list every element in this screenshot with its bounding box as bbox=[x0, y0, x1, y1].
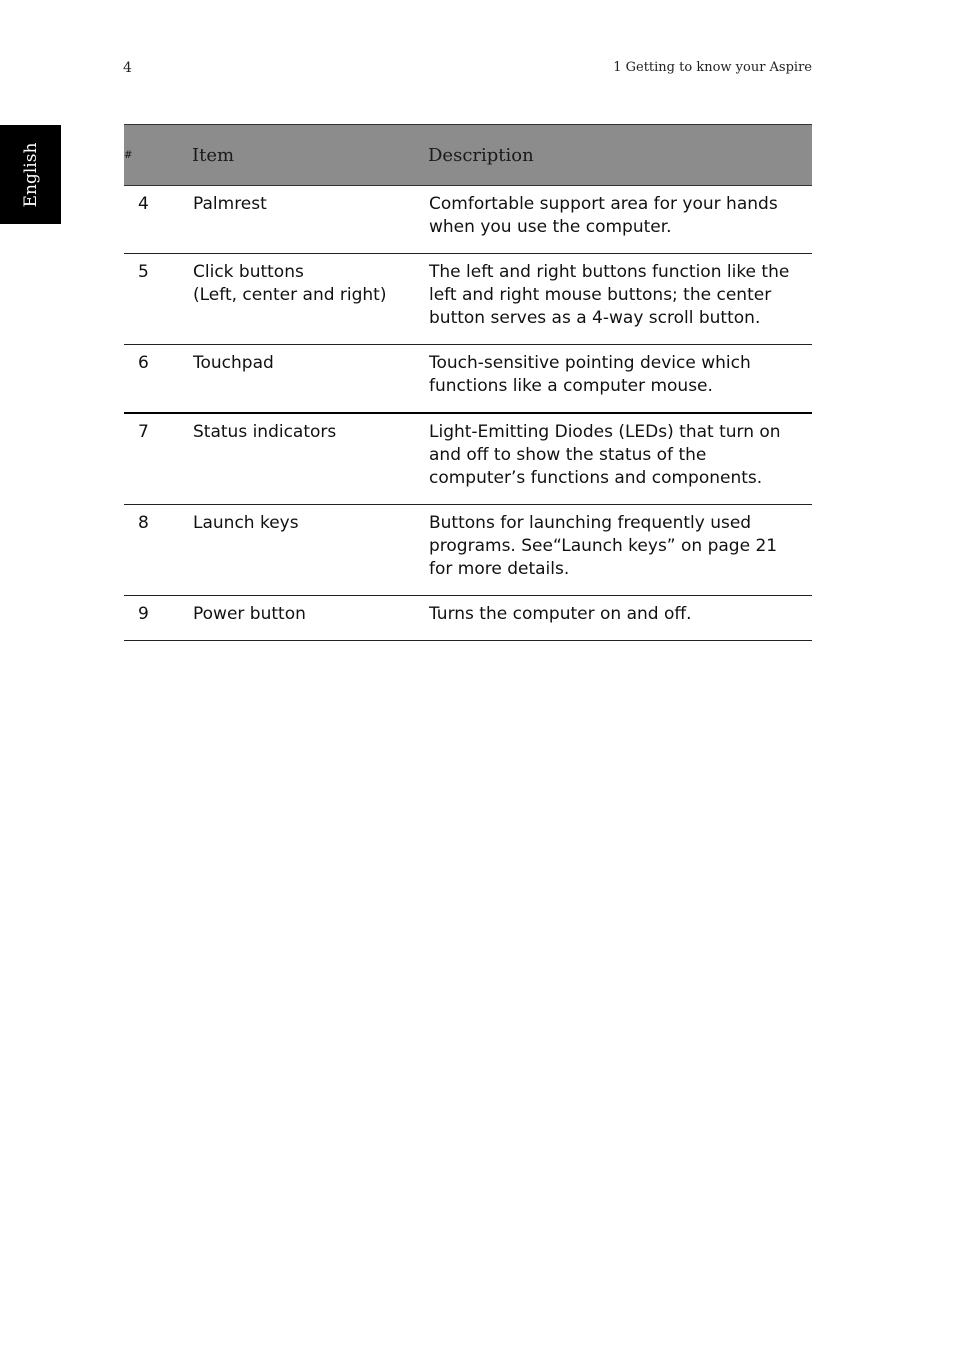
row-description bbox=[428, 596, 812, 641]
table-row bbox=[124, 505, 812, 596]
item-line: Power button bbox=[193, 604, 306, 624]
table-row bbox=[124, 186, 812, 254]
description-line: The left and right buttons function like the bbox=[429, 262, 790, 282]
row-number: 8 bbox=[124, 505, 192, 596]
row-number: 5 bbox=[124, 254, 192, 345]
description-line: Comfortable support area for your hands bbox=[429, 194, 778, 214]
description-line: for more details. bbox=[429, 559, 570, 579]
row-description bbox=[428, 345, 812, 414]
description-line: Buttons for launching frequently used bbox=[429, 513, 752, 533]
row-description bbox=[428, 413, 812, 505]
item-line: Status indicators bbox=[193, 422, 337, 442]
row-number: 7 bbox=[124, 413, 192, 505]
component-table bbox=[124, 124, 812, 641]
running-header: 1 Getting to know your Aspire bbox=[613, 60, 812, 75]
header-description: Description bbox=[428, 125, 812, 186]
table-row bbox=[124, 254, 812, 345]
row-item bbox=[192, 254, 428, 345]
item-line: Launch keys bbox=[193, 513, 299, 533]
description-line: left and right mouse buttons; the center bbox=[429, 285, 772, 305]
description-line: when you use the computer. bbox=[429, 217, 672, 237]
description-line: functions like a computer mouse. bbox=[429, 376, 713, 396]
table-row bbox=[124, 413, 812, 505]
row-item bbox=[192, 186, 428, 254]
row-item bbox=[192, 345, 428, 414]
description-line: computer’s functions and components. bbox=[429, 468, 763, 488]
row-item bbox=[192, 413, 428, 505]
table-row bbox=[124, 596, 812, 641]
description-line: button serves as a 4-way scroll button. bbox=[429, 308, 761, 328]
row-description bbox=[428, 254, 812, 345]
description-line: Touch-sensitive pointing device which bbox=[429, 353, 751, 373]
side-tab-label: English bbox=[20, 142, 41, 207]
page-number: 4 bbox=[123, 60, 132, 76]
item-line: (Left, center and right) bbox=[193, 285, 387, 305]
table-header-row bbox=[124, 125, 812, 186]
row-item bbox=[192, 505, 428, 596]
description-line: Light-Emitting Diodes (LEDs) that turn on bbox=[429, 422, 781, 442]
description-line: and off to show the status of the bbox=[429, 445, 707, 465]
description-line: Turns the computer on and off. bbox=[429, 604, 692, 624]
item-line: Click buttons bbox=[193, 262, 304, 282]
header-number: # bbox=[124, 125, 192, 186]
table-row bbox=[124, 345, 812, 414]
row-number: 4 bbox=[124, 186, 192, 254]
row-description bbox=[428, 186, 812, 254]
row-number: 6 bbox=[124, 345, 192, 414]
description-line: programs. See“Launch keys” on page 21 bbox=[429, 536, 778, 556]
row-description bbox=[428, 505, 812, 596]
language-side-tab bbox=[0, 125, 61, 224]
row-item bbox=[192, 596, 428, 641]
item-line: Touchpad bbox=[193, 353, 274, 373]
row-number: 9 bbox=[124, 596, 192, 641]
header-item: Item bbox=[192, 125, 428, 186]
item-line: Palmrest bbox=[193, 194, 267, 214]
